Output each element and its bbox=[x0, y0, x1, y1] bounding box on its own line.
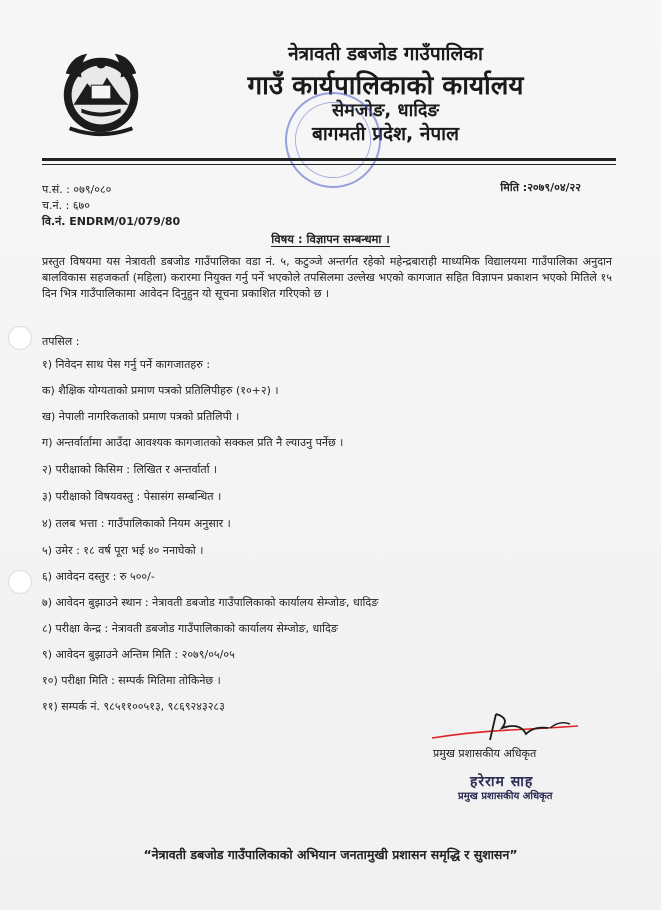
signatory-stamp-title: प्रमुख प्रशासकीय अधिकृत bbox=[458, 791, 553, 802]
header-divider-thin bbox=[42, 164, 616, 165]
handwritten-signature bbox=[430, 708, 580, 748]
dispatch-number: च.नं. : ६७० bbox=[42, 199, 90, 212]
list-item: ७) आवेदन बुझाउने स्थान : नेत्रावती डबजोड गाउँपालिकाको कार्यालय सेम्जोङ, धादिङ bbox=[42, 596, 379, 609]
list-item: ८) परीक्षा केन्द्र : नेत्रावती डबजोड गाउँपालिकाको कार्यालय सेम्जोङ, धादिङ bbox=[42, 622, 338, 635]
list-item: २) परीक्षाको किसिम : लिखित र अन्तर्वार्ता । bbox=[42, 463, 218, 476]
subject-text: विषय : विज्ञापन सम्बन्धमा । bbox=[271, 232, 390, 246]
signatory-title: प्रमुख प्रशासकीय अधिकृत bbox=[433, 747, 537, 760]
list-item: क) शैक्षिक योग्यताको प्रमाण पत्रको प्रतिलिपीहरु (१०+२) । bbox=[42, 384, 279, 397]
list-item: ख) नेपाली नागरिकताको प्रमाण पत्रको प्रतिलिपी । bbox=[42, 410, 240, 423]
province-country: बागमती प्रदेश, नेपाल bbox=[312, 123, 459, 145]
municipality-motto: “नेत्रावती डबजोड गाउँपालिकाको अभियान जनतामुखी प्रशासन समृद्धि र सुशासन” bbox=[143, 847, 518, 862]
notice-number: वि.नं. ENDRM/01/079/80 bbox=[42, 215, 181, 228]
header-divider bbox=[42, 158, 616, 161]
punch-hole bbox=[8, 326, 32, 350]
list-item: ३) परीक्षाको विषयवस्तु : पेसासंग सम्बन्धित । bbox=[42, 490, 222, 503]
list-item: ११) सम्पर्क नं. ९८५११००५१३, ९८६९२४३२८३ bbox=[42, 700, 225, 713]
municipality-name: नेत्रावती डबजोड गाउँपालिका bbox=[288, 43, 483, 65]
details-heading: तपसिल : bbox=[42, 335, 80, 348]
letter-number: प.सं. : ०७९/०८० bbox=[42, 183, 112, 196]
office-location: सेमजोङ, धादिङ bbox=[332, 100, 439, 121]
list-item: १०) परीक्षा मिति : सम्पर्क मितिमा तोकिनेछ । bbox=[42, 674, 221, 687]
list-item: ४) तलब भत्ता : गाउँपालिकाको नियम अनुसार । bbox=[42, 517, 231, 530]
list-item: ६) आवेदन दस्तुर : रु ५००/- bbox=[42, 570, 155, 583]
list-item: ग) अन्तर्वार्तामा आउँदा आवश्यक कागजातको सक्कल प्रति नै ल्याउनु पर्नेछ । bbox=[42, 436, 344, 449]
letter-date: मिति :२०७९/०४/२२ bbox=[500, 181, 581, 194]
list-item: ९) आवेदन बुझाउने अन्तिम मिति : २०७९/०५/०५ bbox=[42, 648, 235, 661]
letter-subject bbox=[0, 232, 661, 247]
signatory-stamp-name: हरेराम साह bbox=[470, 774, 534, 790]
list-item: १) निवेदन साथ पेस गर्नु पर्ने कागजातहरु : bbox=[42, 358, 211, 371]
office-name: गाउँ कार्यपालिकाको कार्यालय bbox=[247, 71, 524, 101]
list-item: ५) उमेर : १८ वर्ष पूरा भई ४० ननाघेको । bbox=[42, 544, 204, 557]
punch-hole bbox=[8, 570, 32, 594]
letter-body: प्रस्तुत विषयमा यस नेत्रावती डबजोड गाउँपालिका वडा नं. ५, कटुञ्जे अन्तर्गत रहेको महेन्द्रबाराही माध्यमिक विद्यालयमा गाउँपालिका अनुदान बालविकास सहजकर्ता (महिला) करारमा नियुक्त गर्नु पर्ने भएकोले तपसिलमा उल्लेख भएको कागजात सहित विज्ञापन प्रकाशन भएको मितिले १५ दिन भित्र गाउँपालिकामा आवेदन दिनुहुन यो सूचना प्रकाशित गरिएको छ । bbox=[42, 255, 612, 300]
